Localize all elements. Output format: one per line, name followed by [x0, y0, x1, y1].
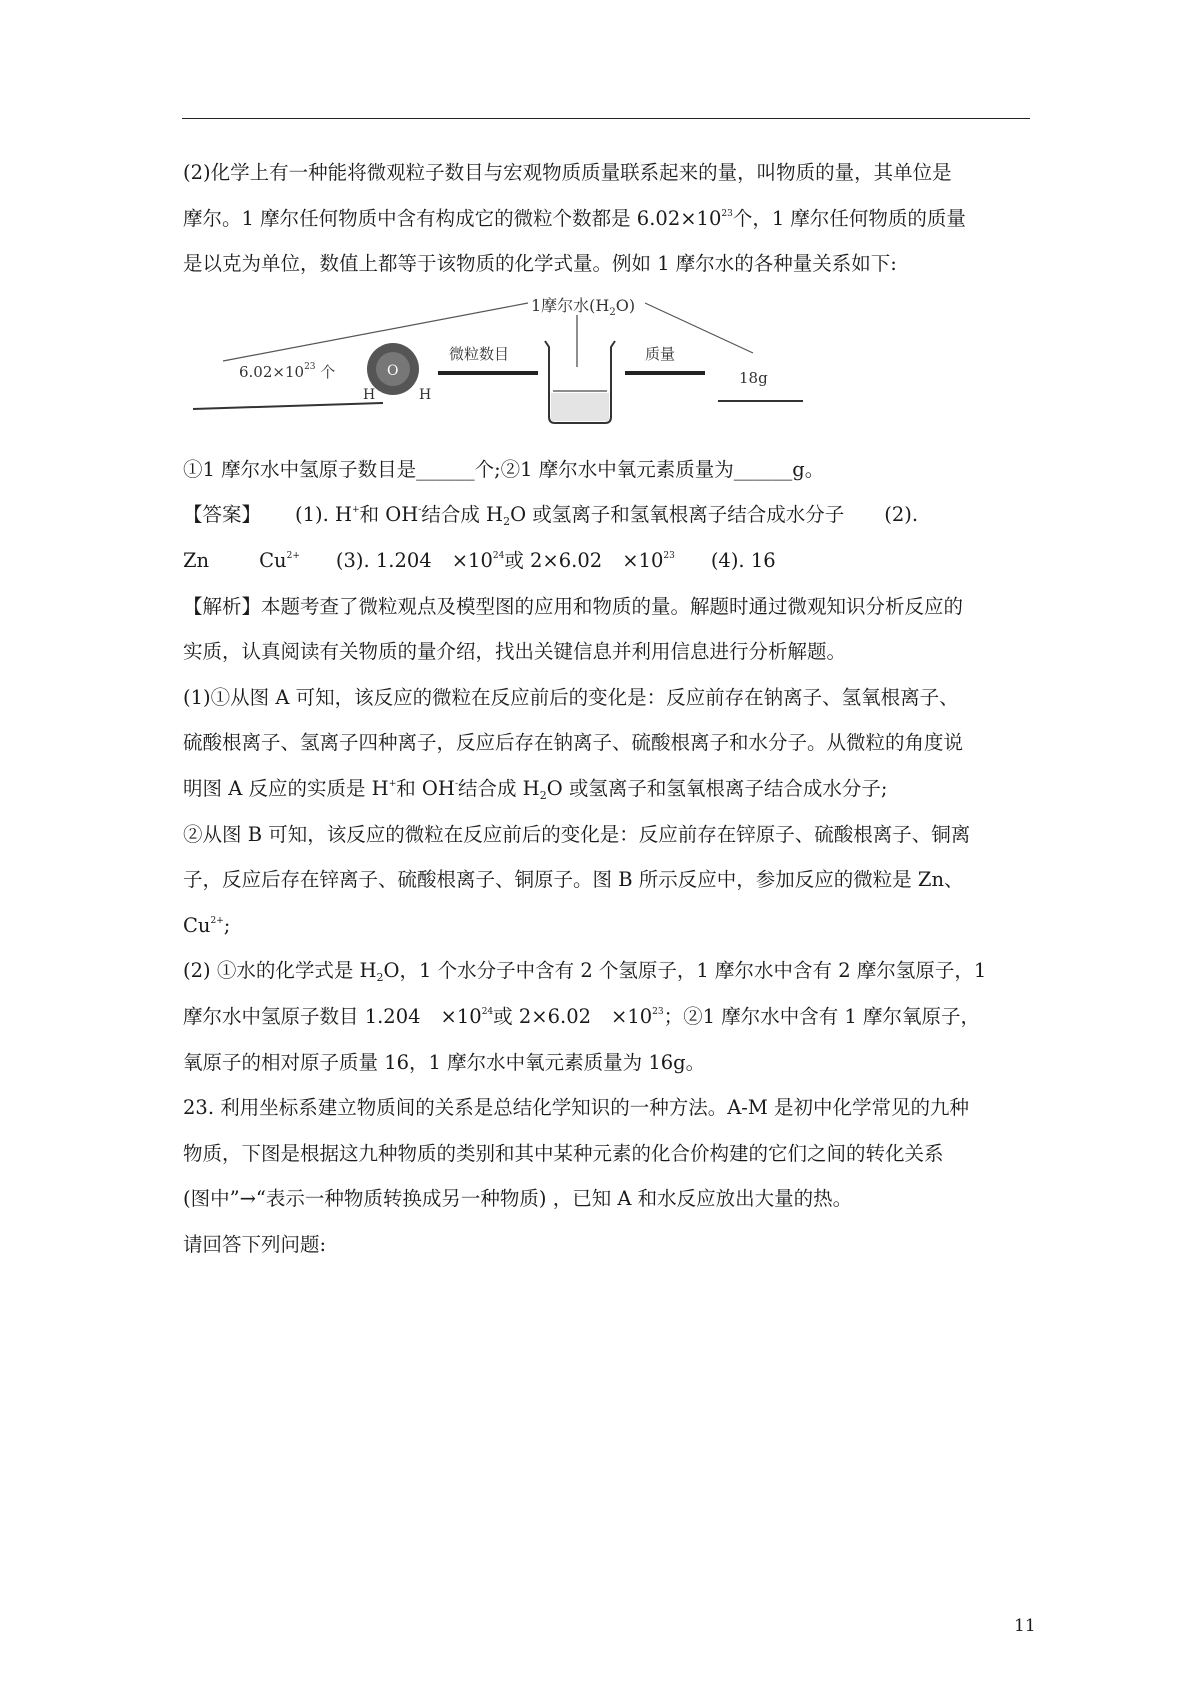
- left-base-line: [193, 403, 383, 409]
- analysis-line-9: (2) ①水的化学式是 $H_2O$，1 个水分子中含有 2 个氢原子，1 摩尔水中含有 2 摩尔氢原子，1: [183, 959, 987, 985]
- q23-line-2: 物质，下图是根据这九种物质的类别和其中某种元素的化合价构建的它们之间的转化关系: [183, 1141, 944, 1165]
- particle-count-label: 微粒数目: [449, 344, 510, 363]
- analysis-line-6: ②从图 B 可知，该反应的微粒在反应前后的变化是：反应前存在锌原子、硫酸根离子、铜离: [183, 822, 971, 846]
- analysis-line-8: $Cu^{2+}$;: [183, 913, 231, 937]
- answer-line-1: 【答案】 (1). H+和 OH-结合成 $H_2O$ 或氢离子和氢氧根离子结合成水分子 (2).: [183, 503, 919, 529]
- analysis-line-3: (1)①从图 A 可知，该反应的微粒在反应前后的变化是：反应前存在钠离子、氢氧根离子、: [183, 685, 959, 709]
- q23-line-4: 请回答下列问题:: [183, 1232, 327, 1256]
- document-body: [183, 150, 1033, 1267]
- analysis-line-4: 硫酸根离子、氢离子四种离子，反应后存在钠离子、硫酸根离子和水分子。从微粒的角度说: [183, 731, 964, 755]
- intro-line-1: (2)化学上有一种能将微观粒子数目与宏观物质质量联系起来的量，叫物质的量，其单位是: [183, 161, 952, 184]
- atom-h1-label: H: [363, 386, 376, 403]
- figure-top-label: 1摩尔水$(H_2O)$: [531, 295, 636, 318]
- analysis-line-2: 实质，认真阅读有关物质的量介绍，找出关键信息并利用信息进行分析解题。: [183, 640, 847, 664]
- analysis-line-11: 氧原子的相对原子质量 16，1 摩尔水中氧元素质量为 16g。: [183, 1050, 706, 1074]
- analysis-line-1: 【解析】本题考查了微粒观点及模型图的应用和物质的量。解题时通过微观知识分析反应的: [183, 594, 964, 618]
- analysis-line-5: 明图 A 反应的实质是 H+和 OH-结合成 $H_2O$ 或氢离子和氢氧根离子结合成水分子;: [183, 776, 888, 802]
- water-mole-figure: [183, 287, 1033, 447]
- water-mole-diagram: [193, 291, 813, 441]
- mass-value: 18g: [739, 368, 768, 387]
- header-rule: [182, 118, 1030, 119]
- question-line: ①1 摩尔水中氢原子数目是______个;②1 摩尔水中氧元素质量为______g。: [183, 457, 825, 481]
- answer-line-2: Zn $Cu^{2+}$ (3). $1.204 \times 10^{24}$或 $2\times 6.02 \times 10^{23}$ (4). 16: [183, 548, 776, 572]
- analysis-line-10: 摩尔水中氢原子数目 $1.204 \times 10^{24}$或 $2\times 6.02 \times 10^{23}$；②1 摩尔水中含有 1 摩尔氧原子，: [183, 1004, 981, 1028]
- q23-line-1: 23. 利用坐标系建立物质间的关系是总结化学知识的一种方法。A-M 是初中化学常见的九种: [183, 1096, 970, 1120]
- intro-line-2: 摩尔。1 摩尔任何物质中含有构成它的微粒个数都是 $6.02\times 10^{23}$个，1 摩尔任何物质的质量: [183, 206, 966, 230]
- atom-o-label: O: [387, 362, 399, 379]
- intro-line-3: 是以克为单位，数值上都等于该物质的化学式量。例如 1 摩尔水的各种量关系如下:: [183, 252, 897, 276]
- q23-line-3: (图中”→“表示一种物质转换成另一种物质) ，已知 A 和水反应放出大量的热。: [183, 1187, 853, 1211]
- atom-h2-label: H: [419, 386, 432, 403]
- analysis-line-7: 子，反应后存在锌离子、硫酸根离子、铜原子。图 B 所示反应中，参加反应的微粒是 Zn、: [183, 868, 964, 892]
- figure-count-label: $6.02\times 10^{23}$ 个: [239, 361, 336, 381]
- page-number: 11: [1014, 1616, 1036, 1636]
- mass-label: 质量: [645, 344, 676, 363]
